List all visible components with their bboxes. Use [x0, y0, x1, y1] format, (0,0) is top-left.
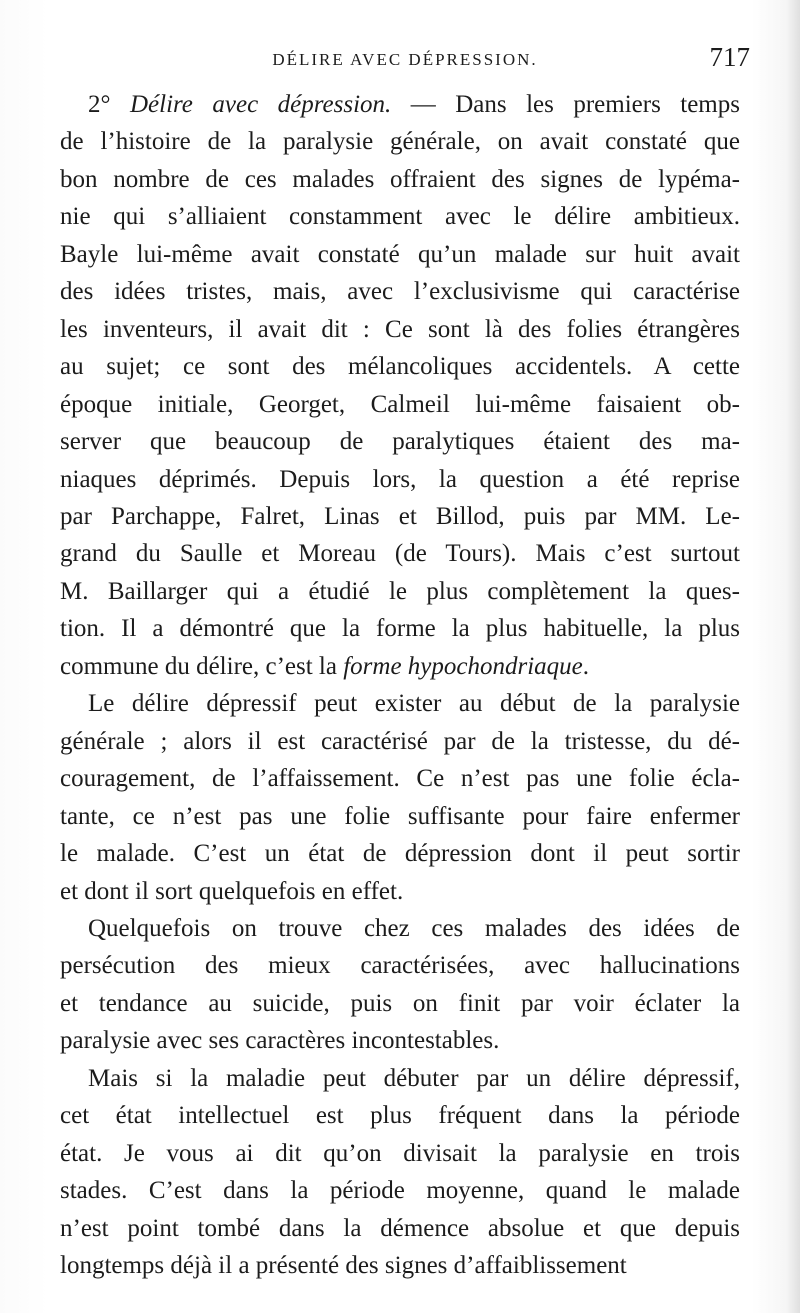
- text-line: [60, 86, 740, 123]
- text-segment: — Dans les premiers temps: [391, 91, 740, 118]
- text-line: Le délire dépressif peut exister au début de la paralysie: [88, 690, 740, 718]
- text-line: état. Je vous ai dit qu’on divisait la paralysie en trois: [60, 1139, 740, 1167]
- text-line: et dont il sort quelquefois en effet.: [60, 877, 404, 905]
- text-line: n’est point tombé dans la démence absolue et que depuis: [60, 1214, 740, 1242]
- text-line: et tendance au suicide, puis on finit par voir éclater la: [60, 989, 740, 1017]
- paragraph: [60, 86, 740, 685]
- text-line: nie qui s’alliaient constamment avec le délire ambitieux.: [60, 203, 740, 231]
- text-line: cet état intellectuel est plus fréquent dans la période: [60, 1102, 740, 1130]
- text-line: niaques déprimés. Depuis lors, la question a été reprise: [60, 465, 740, 493]
- body-text: [60, 86, 740, 1285]
- text-line: de l’histoire de la paralysie générale, on avait constaté que: [60, 128, 740, 156]
- text-line: grand du Saulle et Moreau (de Tours). Mais c’est surtout: [60, 540, 740, 568]
- italic-segment: forme hypochondriaque: [343, 652, 583, 680]
- text-line: les inventeurs, il avait dit : Ce sont là des folies étrangères: [60, 315, 740, 343]
- text-line: Quelquefois on trouve chez ces malades des idées de: [88, 914, 740, 942]
- running-head: DÉLIRE AVEC DÉPRESSION.: [272, 50, 538, 69]
- text-line: générale ; alors il est caractérisé par de la tristesse, du dé-: [60, 727, 740, 755]
- text-segment: commune du délire, c’est la: [60, 652, 344, 680]
- text-line: Bayle lui-même avait constaté qu’un malade sur huit avait: [60, 240, 740, 268]
- text-line: server que beaucoup de paralytiques étaient des ma-: [60, 428, 740, 456]
- text-line: époque initiale, Georget, Calmeil lui-même faisaient ob-: [60, 390, 740, 418]
- paragraph: [60, 910, 740, 1060]
- text-line: par Parchappe, Falret, Linas et Billod, puis par MM. Le-: [60, 502, 740, 530]
- page-header: [60, 42, 750, 86]
- text-line: persécution des mieux caractérisées, avec hallucinations: [60, 952, 740, 980]
- paragraph: [60, 1060, 740, 1285]
- text-line: le malade. C’est un état de dépression dont il peut sortir: [60, 840, 740, 868]
- paragraph: [60, 685, 740, 910]
- italic-segment: Délire avec dépression.: [129, 91, 392, 118]
- text-line: Mais si la maladie peut débuter par un délire dépressif,: [88, 1064, 740, 1092]
- text-line: au sujet; ce sont des mélancoliques accidentels. A cette: [60, 353, 740, 381]
- text-line: longtemps déjà il a présenté des signes d’affaiblissement: [60, 1252, 627, 1280]
- text-line: [60, 648, 740, 685]
- text-line: stades. C’est dans la période moyenne, quand le malade: [60, 1177, 740, 1205]
- text-segment: .: [582, 652, 590, 680]
- text-line: paralysie avec ses caractères incontestables.: [60, 1027, 500, 1055]
- text-segment: 2°: [88, 91, 130, 118]
- text-line: couragement, de l’affaissement. Ce n’est pas une folie écla-: [60, 765, 740, 793]
- text-line: tante, ce n’est pas une folie suffisante pour faire enfermer: [60, 802, 740, 830]
- page-edge-shadow: [786, 0, 800, 1313]
- page-number: 717: [709, 42, 750, 72]
- text-line: tion. Il a démontré que la forme la plus habituelle, la plus: [60, 615, 740, 643]
- text-line: bon nombre de ces malades offraient des signes de lypéma-: [60, 165, 740, 193]
- text-line: des idées tristes, mais, avec l’exclusivisme qui caractérise: [60, 278, 740, 306]
- text-line: M. Baillarger qui a étudié le plus complètement la ques-: [60, 577, 740, 605]
